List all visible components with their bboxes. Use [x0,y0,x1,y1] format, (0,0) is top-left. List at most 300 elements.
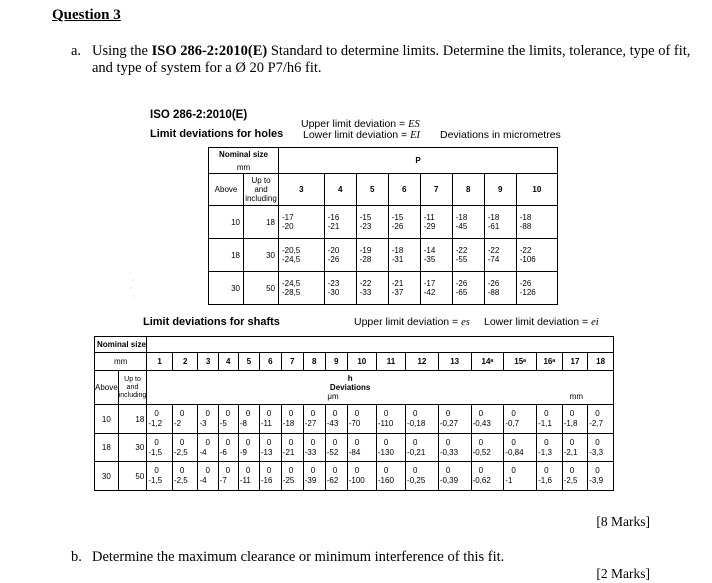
shafts-es-value: 0 [511,466,516,476]
shafts-deviation-cell [376,433,405,462]
shafts-above-cell: 10 [95,405,119,434]
holes-ei-value: -126 [519,288,536,297]
shafts-deviation-cell [376,405,405,434]
holes-deviation-cell [356,239,388,272]
shafts-letter-header [147,337,614,353]
iso-title: ISO 286-2:2010(E) [150,109,248,121]
shafts-es-value: 0 [544,466,549,476]
holes-es-value: -15 [359,213,372,222]
shafts-es-value: 0 [205,437,210,447]
shafts-deviation-cell [198,405,218,434]
shafts-es-value: 0 [266,466,272,476]
shafts-es-value: 0 [383,437,389,447]
holes-deviation-cell [516,206,557,239]
shafts-ei-value: -3 [199,419,207,429]
shafts-row [95,433,614,462]
shafts-es-value: 0 [310,437,316,447]
shafts-nominal-size-header: Nominal size [95,337,147,353]
holes-ei-value: -20 [282,222,294,231]
shafts-letter: h [347,374,353,384]
shafts-ei-value: -9 [239,447,247,457]
shafts-ei-value: -84 [348,447,361,457]
lower-limit-ei-shaft-text: Lower limit deviation = [484,316,592,328]
shafts-ei-value: -130 [377,447,394,457]
shafts-ei-value: -0,27 [439,419,459,429]
shafts-deviation-pair [326,438,347,458]
shafts-upto-cell: 30 [118,433,147,462]
shafts-es-value: 0 [179,409,185,419]
shafts-mm-unit-label: mm [569,392,583,402]
holes-es-value: -21 [391,279,404,288]
shafts-deviation-pair [147,466,172,486]
holes-ei-value: -23 [359,222,372,231]
shafts-table [94,336,614,491]
ei-shaft-symbol: ei [591,317,599,328]
part-a-text [92,43,692,77]
shafts-upto-3: including [118,391,147,399]
shafts-ei-value: -2,5 [563,476,578,486]
shafts-deviation-pair [304,466,325,486]
shafts-deviation-cell [537,433,563,462]
holes-es-value: -26 [519,279,532,288]
shafts-ei-value: -21 [282,447,295,457]
shafts-deviation-pair [173,466,198,486]
shafts-es-value: 0 [478,437,484,447]
holes-body [209,206,558,305]
shafts-deviation-pair [348,409,376,429]
shafts-upto-cell: 18 [118,405,147,434]
shafts-deviation-cell [281,433,303,462]
shafts-es-value: 0 [413,409,418,419]
holes-deviation-pair [453,213,484,231]
shafts-grade: 6 [259,352,281,370]
shafts-es-value: 0 [245,437,251,447]
shafts-ei-value: -110 [377,419,394,429]
shafts-deviation-pair [219,466,238,486]
shafts-deviation-pair [147,438,172,458]
shafts-es-value: 0 [332,466,338,476]
part-b-text: Determine the maximum clearance or minimum interference of this fit. [92,549,505,565]
shafts-grade: 10 [347,352,376,370]
shafts-es-value: 0 [225,437,231,447]
shafts-deviation-cell [471,462,504,491]
shafts-deviation-cell [347,433,376,462]
shafts-grade: 11 [376,352,405,370]
part-a-marks: [8 Marks] [596,514,650,529]
part-a-label: a. [71,43,82,59]
shafts-es-value: 0 [478,466,484,476]
holes-deviation-pair [279,213,324,231]
shafts-ei-value: -52 [326,447,339,457]
lower-limit-ei-text: Lower limit deviation = [303,129,411,141]
shafts-deviation-pair [588,438,613,458]
holes-deviation-pair [357,213,388,231]
shafts-deviation-pair [348,438,376,458]
shafts-grade: 16ᵃ [537,352,563,370]
scan-speckle-svg [128,270,136,300]
holes-ei-value: -88 [519,222,532,231]
part-a-text-pre: Using the [92,43,152,59]
es-symbol: ES [408,119,420,130]
shafts-deviation-cell [259,462,281,491]
shafts-es-value: 0 [245,409,251,419]
shafts-es-value: 0 [569,437,575,447]
shafts-deviation-cell [588,462,614,491]
shafts-grade: 18 [588,352,614,370]
shafts-ei-value: -1,5 [148,447,163,457]
shafts-above-cell: 30 [95,462,119,491]
shafts-grade: 1 [147,352,173,370]
shafts-deviation-cell [147,405,173,434]
holes-grade: 6 [388,174,420,206]
deviations-unit-note: Deviations in micrometres [440,129,561,141]
shafts-deviation-cell [259,433,281,462]
holes-above-cell: 30 [209,272,244,305]
shafts-es-value: 0 [154,409,159,419]
holes-es-value: -17 [423,279,436,288]
holes-ei-value: -29 [423,222,436,231]
shafts-deviation-cell [562,405,588,434]
holes-above-cell: 10 [209,206,244,239]
shafts-ei-value: -39 [304,476,317,486]
holes-deviation-cell [452,206,484,239]
shafts-deviation-pair [504,466,536,486]
shafts-deviation-cell [238,433,259,462]
shafts-ei-value: -0,52 [472,447,491,457]
shafts-ei-value: -0,39 [439,476,459,486]
shafts-ei-value: -1,3 [538,447,552,457]
shafts-ei-value: -4 [199,447,207,457]
shafts-deviation-pair [326,409,347,429]
shafts-deviation-cell [281,405,303,434]
holes-above-cell: 18 [209,239,244,272]
es-shaft-symbol: es [461,317,470,328]
holes-deviation-cell [420,272,452,305]
shafts-ei-value: -25 [282,476,295,486]
shafts-deviation-cell [347,405,376,434]
shafts-deviation-cell [376,462,405,491]
holes-grade: 8 [452,174,484,206]
holes-deviation-cell [452,239,484,272]
shafts-es-value: 0 [413,466,418,476]
shafts-ei-value: -100 [348,476,365,486]
shafts-ei-value: -0,25 [407,476,426,486]
shafts-ei-value: -0,7 [505,419,520,429]
shafts-ei-value: -0,62 [472,476,491,486]
shafts-es-value: 0 [288,437,294,447]
shafts-deviation-cell [406,462,439,491]
holes-deviation-pair [453,246,484,264]
shafts-deviation-pair [348,466,376,486]
shafts-deviation-pair [377,409,405,429]
shafts-deviation-cell [438,405,471,434]
holes-es-value: -22 [455,246,468,255]
holes-deviation-cell [279,239,325,272]
shafts-deviation-cell [303,462,325,491]
holes-deviation-pair [325,213,356,231]
shafts-deviation-pair [439,409,471,429]
shafts-above-cell: 18 [95,433,119,462]
holes-deviation-pair [517,213,557,231]
holes-above-header: Above [209,174,244,206]
shafts-ei-value: -18 [282,419,295,429]
shafts-deviation-cell [303,433,325,462]
holes-deviation-pair [325,246,356,264]
shafts-deviation-cell [347,462,376,491]
shafts-deviation-cell [172,462,198,491]
shafts-grade: 12 [406,352,439,370]
holes-ei-value: -28 [359,255,372,264]
holes-deviation-cell [388,206,420,239]
holes-heading: Limit deviations for holes [150,128,284,140]
holes-deviation-cell [356,206,388,239]
holes-grade: 10 [516,174,557,206]
holes-deviation-cell [388,272,420,305]
holes-grade: 3 [279,174,325,206]
shafts-deviation-pair [173,438,198,458]
holes-deviation-cell [484,206,516,239]
shafts-grade: 7 [281,352,303,370]
holes-deviation-cell [516,272,557,305]
holes-deviation-cell [516,239,557,272]
shafts-deviation-pair [588,466,613,486]
shafts-ei-value: -43 [326,419,339,429]
shafts-ei-value: -2,7 [589,419,604,429]
shafts-deviations-label: Deviations [329,383,371,393]
holes-deviation-pair [357,246,388,264]
shafts-ei-value: -3,9 [589,476,604,486]
shafts-ei-value: -4 [199,476,207,486]
shafts-deviation-cell [406,433,439,462]
holes-deviation-cell [279,272,325,305]
shafts-deviation-cell [588,405,614,434]
holes-es-value: -26 [455,279,468,288]
holes-deviation-pair [279,246,324,264]
shafts-es-value: 0 [179,466,185,476]
holes-ei-value: -24,5 [282,255,301,264]
holes-deviation-cell [420,206,452,239]
shafts-deviation-cell [504,433,537,462]
shafts-deviation-pair [377,466,405,486]
holes-upto-cell: 18 [244,206,279,239]
shafts-grade: 5 [238,352,259,370]
holes-deviation-pair [279,279,324,297]
shafts-ei-value: -1,2 [148,419,163,429]
shafts-deviation-pair [198,409,217,429]
holes-upto-header [244,174,279,206]
shafts-es-value: 0 [413,437,418,447]
holes-upto-2: and [254,185,268,194]
shafts-deviation-cell [325,462,347,491]
shafts-deviation-pair [563,438,588,458]
holes-ei-value: -45 [455,222,468,231]
holes-nominal-size-header [209,148,279,174]
shafts-deviation-cell [198,433,218,462]
shafts-es-value: 0 [595,466,600,476]
shafts-deviation-pair [173,409,198,429]
holes-ei-value: -88 [487,288,500,297]
holes-row [209,272,558,305]
holes-ei-value: -74 [487,255,500,264]
holes-es-value: -26 [487,279,500,288]
shafts-es-value: 0 [205,409,210,419]
shafts-ei-value: -62 [326,476,339,486]
shafts-deviation-cell [325,405,347,434]
shafts-deviation-pair [563,409,588,429]
shafts-ei-value: -2,5 [173,476,188,486]
shafts-deviation-pair [282,409,303,429]
shafts-ei-value: -0,33 [439,447,459,457]
shafts-deviation-cell [172,433,198,462]
question-title: Question 3 [52,7,121,23]
shafts-es-value: 0 [511,437,516,447]
shafts-heading: Limit deviations for shafts [143,316,280,328]
shafts-deviation-cell [218,433,238,462]
shafts-deviation-cell [588,433,614,462]
shafts-deviation-cell [238,405,259,434]
holes-deviation-cell [388,239,420,272]
shafts-ei-value: -8 [239,419,247,429]
shafts-deviation-pair [537,438,562,458]
holes-es-value: -19 [359,246,372,255]
shafts-es-value: 0 [383,409,389,419]
part-a-text-post: Standard to determine limits. Determine the limits, tolerance, type of fit, and type of system for a Ø 20 P7/h6 fit. [92,43,691,76]
shafts-es-value: 0 [544,409,549,419]
shafts-es-value: 0 [245,466,251,476]
holes-ei-value: -33 [359,288,372,297]
shafts-ei-value: -33 [304,447,317,457]
shafts-row [95,405,614,434]
shafts-ei-value: -11 [239,476,251,486]
lower-limit-ei [303,129,420,141]
shafts-es-value: 0 [478,409,484,419]
shafts-grade: 13 [438,352,471,370]
holes-es-value: -18 [455,213,468,222]
shafts-ei-value: -0,43 [472,419,491,429]
holes-ei-value: -55 [455,255,468,264]
shafts-deviation-cell [218,462,238,491]
holes-grade: 7 [420,174,452,206]
shafts-deviation-pair [198,466,217,486]
shafts-deviation-cell [562,433,588,462]
shafts-deviation-pair [219,438,238,458]
shafts-deviation-pair [472,466,504,486]
holes-upto-cell: 30 [244,239,279,272]
shafts-deviation-cell [471,405,504,434]
shafts-above-header: Above [95,371,119,405]
shafts-deviation-cell [198,462,218,491]
shafts-deviation-cell [537,462,563,491]
holes-deviation-cell [324,206,356,239]
shafts-es-value: 0 [225,409,231,419]
shafts-es-value: 0 [205,466,210,476]
shafts-es-value: 0 [332,409,338,419]
shafts-es-value: 0 [266,437,272,447]
shafts-deviation-pair [239,466,259,486]
holes-upto-cell: 50 [244,272,279,305]
holes-deviation-pair [421,246,452,264]
holes-letter: P [415,156,421,165]
holes-es-value: -22 [487,246,500,255]
part-b-marks: [2 Marks] [596,566,650,581]
shafts-deviation-pair [439,466,471,486]
holes-es-value: -22 [359,279,372,288]
holes-deviation-pair [325,279,356,297]
holes-deviation-cell [452,272,484,305]
shafts-es-value: 0 [354,466,360,476]
shafts-deviation-cell [562,462,588,491]
shafts-deviation-cell [406,405,439,434]
shafts-es-value: 0 [511,409,516,419]
shafts-deviation-cell [238,462,259,491]
shafts-deviation-cell [504,405,537,434]
holes-deviation-pair [357,279,388,297]
shafts-deviation-pair [472,438,504,458]
shafts-deviation-pair [563,466,588,486]
shafts-deviation-pair [304,438,325,458]
shafts-deviation-pair [406,466,438,486]
shafts-deviation-pair [282,466,303,486]
holes-deviation-cell [484,239,516,272]
shafts-grade: 9 [325,352,347,370]
shafts-es-value: 0 [310,466,316,476]
shafts-ei-value: -70 [348,419,361,429]
shafts-es-value: 0 [445,466,451,476]
shafts-ei-value: -2 [173,419,182,429]
holes-es-value: -18 [391,246,404,255]
shafts-deviation-cell [438,462,471,491]
shafts-es-value: 0 [595,409,600,419]
shafts-deviation-pair [304,409,325,429]
shafts-ei-value: -1,5 [148,476,163,486]
holes-deviation-cell [324,272,356,305]
holes-deviation-pair [389,246,420,264]
holes-deviation-pair [389,279,420,297]
shafts-grade: 3 [198,352,218,370]
shafts-deviation-pair [377,438,405,458]
shafts-deviation-cell [259,405,281,434]
shafts-es-value: 0 [569,409,575,419]
shafts-es-value: 0 [445,409,451,419]
holes-deviation-pair [517,246,557,264]
shafts-deviation-pair [537,466,562,486]
holes-ei-value: -37 [391,288,404,297]
shafts-row [95,462,614,491]
holes-es-value: -17 [282,213,294,222]
holes-deviation-pair [485,213,516,231]
holes-upto-1: Up to [251,176,271,185]
holes-es-value: -18 [487,213,500,222]
upper-limit-es-shaft-text: Upper limit deviation = [354,316,462,328]
shafts-deviation-pair [504,438,536,458]
shafts-deviation-cell [471,433,504,462]
shafts-ei-value: -13 [260,447,273,457]
shafts-ei-value: -2,1 [563,447,578,457]
shafts-es-value: 0 [383,466,389,476]
holes-es-value: -24,5 [282,279,301,288]
holes-deviation-cell [356,272,388,305]
holes-es-value: -20,5 [282,246,301,255]
holes-deviation-pair [517,279,557,297]
shafts-ei-value: -0,21 [407,447,426,457]
holes-grade-row [209,174,558,206]
shafts-es-value: 0 [154,466,159,476]
holes-ei-value: -31 [391,255,404,264]
shafts-grade: 2 [172,352,198,370]
shafts-deviation-pair [260,409,281,429]
holes-deviation-pair [421,279,452,297]
shafts-deviation-cell [303,405,325,434]
